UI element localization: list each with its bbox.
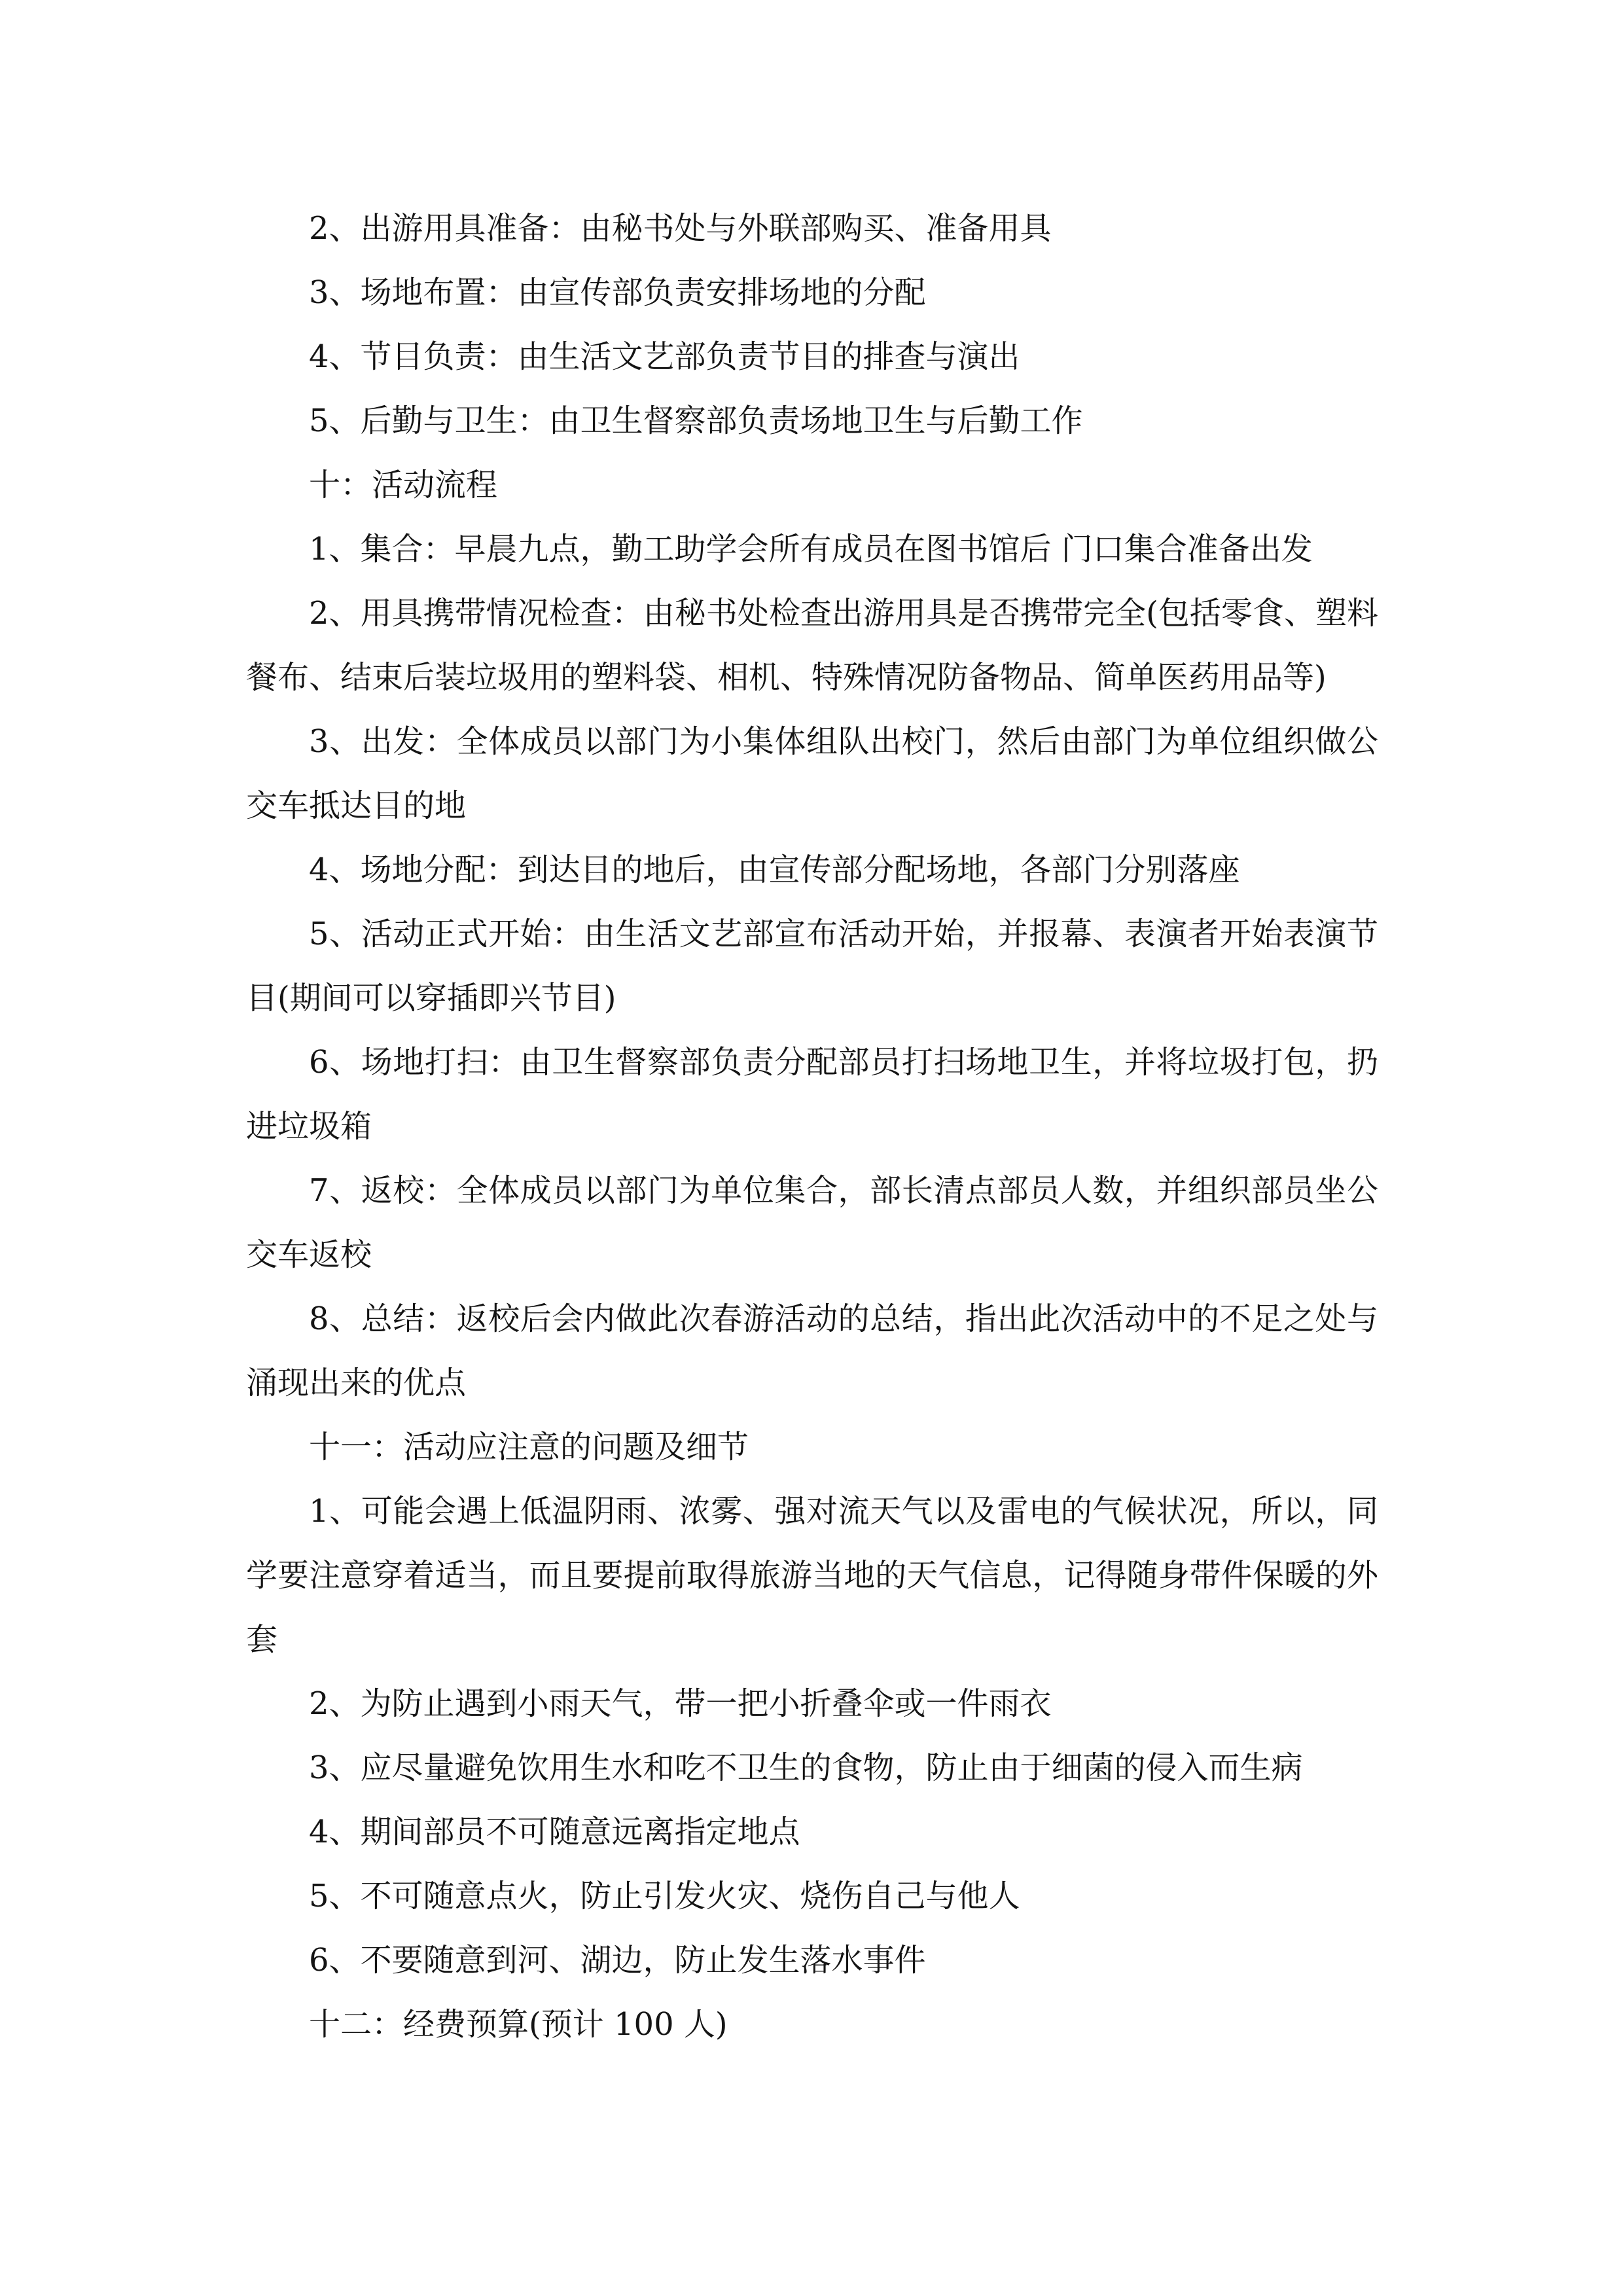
list-item-fire-safety: 5、不可随意点火，防止引发火灾、烧伤自己与他人 (309, 1878, 1020, 1914)
section-heading-precautions: 十一：活动应注意的问题及细节 (309, 1429, 749, 1465)
list-item-stay-nearby: 4、期间部员不可随意远离指定地点 (309, 1814, 800, 1850)
list-item-assemble: 1、集合：早晨九点，勤工助学会所有成员在图书馆后 门口集合准备出发 (309, 531, 1313, 567)
list-item-food-safety: 3、应尽量避免饮用生水和吃不卫生的食物，防止由于细菌的侵入而生病 (309, 1749, 1303, 1786)
list-item-activity-start: 5、活动正式开始：由生活文艺部宣布活动开始，并报幕、表演者开始表演节目(期间可以穿插即兴节目) (246, 916, 1378, 1016)
list-item-rain-gear: 2、为防止遇到小雨天气，带一把小折叠伞或一件雨衣 (309, 1685, 1052, 1722)
list-item-summary: 8、总结：返校后会内做此次春游活动的总结，指出此次活动中的不足之处与涌现出来的优点 (246, 1300, 1378, 1401)
list-item-return: 7、返校：全体成员以部门为单位集合，部长清点部员人数，并组织部员坐公交车返校 (246, 1172, 1378, 1273)
list-item-cleanup: 6、场地打扫：由卫生督察部负责分配部员打扫场地卫生，并将垃圾打包，扔进垃圾箱 (246, 1044, 1378, 1145)
document-body (246, 196, 1378, 2056)
list-item-venue-allocation: 4、场地分配：到达目的地后，由宣传部分配场地，各部门分别落座 (309, 852, 1240, 888)
list-item-prep-equipment: 2、出游用具准备：由秘书处与外联部购买、准备用具 (309, 210, 1052, 247)
list-item-venue-setup: 3、场地布置：由宣传部负责安排场地的分配 (309, 274, 926, 311)
list-item-equipment-check: 2、用具携带情况检查：由秘书处检查出游用具是否携带完全(包括零食、塑料餐布、结束后装垃圾用的塑料袋、相机、特殊情况防备物品、简单医药用品等) (246, 595, 1378, 696)
list-item-water-safety: 6、不要随意到河、湖边，防止发生落水事件 (309, 1942, 926, 1979)
list-item-logistics: 5、后勤与卫生：由卫生督察部负责场地卫生与后勤工作 (309, 403, 1083, 439)
list-item-program: 4、节目负责：由生活文艺部负责节目的排查与演出 (309, 338, 1020, 375)
section-heading-activity-flow: 十：活动流程 (309, 467, 498, 503)
list-item-departure: 3、出发：全体成员以部门为小集体组队出校门，然后由部门为单位组织做公交车抵达目的地 (246, 723, 1378, 824)
section-heading-budget: 十二：经费预算(预计 100 人) (309, 2006, 728, 2043)
list-item-weather: 1、可能会遇上低温阴雨、浓雾、强对流天气以及雷电的气候状况，所以，同学要注意穿着适当，而且要提前取得旅游当地的天气信息，记得随身带件保暖的外套 (246, 1493, 1378, 1658)
